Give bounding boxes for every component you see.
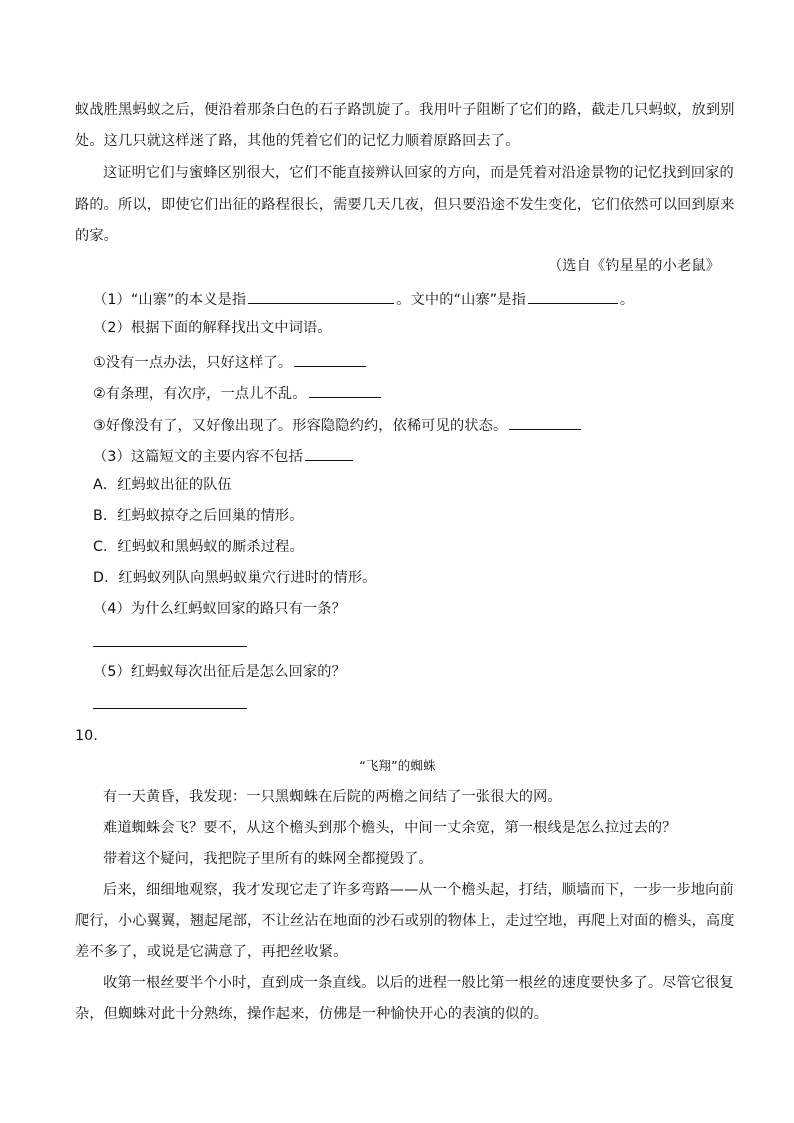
question-1-text-b: 。文中的“山寨”是指 [396, 292, 526, 308]
article-line: 难道蜘蛛会飞？要不，从这个檐头到那个檐头，中间一丈余宽，第一根线是怎么拉过去的？ [103, 820, 677, 836]
question-2-item-3-text: ③好像没有了，又好像出现了。形容隐隐约约，依稀可见的状态。 [93, 418, 508, 434]
option-c[interactable]: C．红蚂蚁和黑蚂蚁的厮杀过程。 [93, 539, 304, 555]
question-2-item-2 [93, 381, 738, 404]
article-title: “飞翔”的蜘蛛 [359, 758, 436, 773]
answer-blank[interactable] [248, 287, 394, 304]
question-1-text-c: 。 [619, 292, 635, 308]
article-line: 杂，但蜘蛛对此十分熟练，操作起来，仿佛是一种愉快开心的表演的似的。 [75, 1006, 549, 1022]
question-3-text: （3）这篇短文的主要内容不包括 [93, 449, 303, 465]
passage-line: 蚁战胜黑蚂蚁之后，便沿着那条白色的石子路凯旋了。我用叶子阻断了它们的路，截走几只蚂蚁，放到别 [75, 102, 735, 118]
question-3 [93, 444, 738, 467]
answer-blank[interactable] [509, 413, 581, 430]
passage-line: 路的。所以，即使它们出征的路程很长，需要几天几夜，但只要沿途不发生变化，它们依然可以回到原来 [75, 197, 735, 213]
article-line: 有一天黄昏，我发现：一只黑蜘蛛在后院的两檐之间结了一张很大的网。 [103, 789, 562, 805]
answer-blank[interactable] [528, 287, 618, 304]
article-line: 带着这个疑问，我把院子里所有的蛛网全都搅毁了。 [103, 851, 433, 867]
article-line: 后来，细细地观察，我才发现它走了许多弯路——从一个檐头起，打结，顺墙而下，一步一步地向前 [103, 882, 734, 898]
question-2: （2）根据下面的解释找出文中词语。 [93, 320, 332, 336]
question-2-item-1 [93, 350, 738, 373]
question-5: （5）红蚂蚁每次出征后是怎么回家的？ [93, 664, 346, 680]
item-number: 10． [75, 728, 108, 744]
option-b[interactable]: B．红蚂蚁掠夺之后回巢的情形。 [93, 508, 304, 524]
question-2-item-2-text: ②有条理，有次序，一点儿不乱。 [93, 386, 307, 402]
passage-line: 的家。 [75, 228, 119, 244]
answer-blank[interactable] [305, 444, 353, 461]
article-line: 爬行，小心翼翼，翘起尾部，不让丝沾在地面的沙石或别的物体上，走过空地，再爬上对面的檐头，高度 [75, 913, 735, 929]
answer-line[interactable] [93, 646, 247, 647]
question-2-item-3 [93, 413, 738, 436]
option-a[interactable]: A．红蚂蚁出征的队伍 [93, 477, 232, 493]
passage-line: 处。这几只就这样迷了路，其他的凭着它们的记忆力顺着原路回去了。 [75, 133, 520, 149]
question-1-text-a: （1）“山寨”的本义是指 [93, 292, 247, 308]
article-line: 收第一根丝要半个小时，直到成一条直线。以后的进程一般比第一根丝的速度要快多了。尽管它很复 [103, 975, 734, 991]
passage-line: 这证明它们与蜜蜂区别很大，它们不能直接辨认回家的方向，而是凭着对沿途景物的记忆找到回家的 [103, 165, 734, 181]
question-2-item-1-text: ①没有一点办法，只好这样了。 [93, 355, 293, 371]
question-4: （4）为什么红蚂蚁回家的路只有一条？ [93, 601, 346, 617]
answer-line[interactable] [93, 708, 247, 709]
answer-blank[interactable] [309, 381, 381, 398]
option-d[interactable]: D．红蚂蚁列队向黑蚂蚁巢穴行进时的情形。 [93, 570, 377, 586]
article-line: 差不多了，或说是它满意了，再把丝收紧。 [75, 944, 348, 960]
source-citation: （选自《钓星星的小老鼠》 [547, 258, 720, 274]
answer-blank[interactable] [294, 350, 366, 367]
question-1 [93, 287, 738, 310]
